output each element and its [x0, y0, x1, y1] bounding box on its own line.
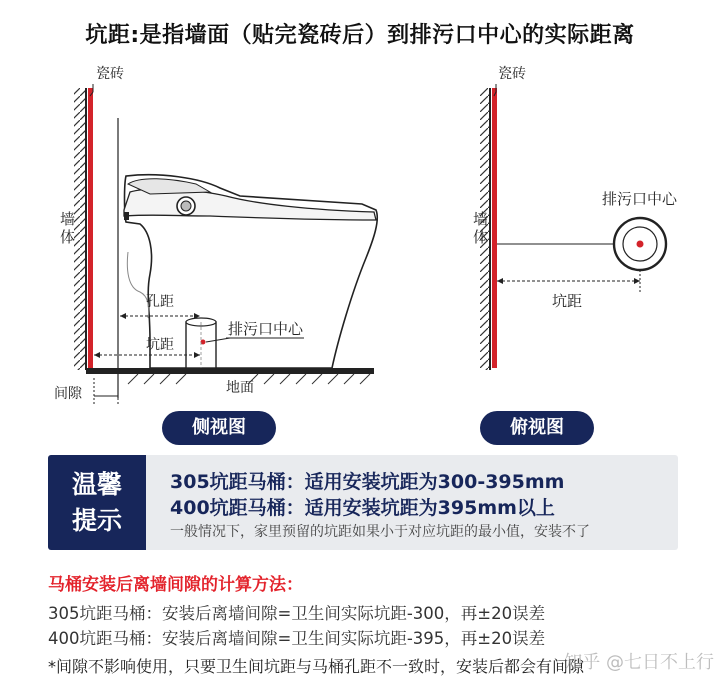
side-pit-distance-label: 坑距: [146, 337, 174, 353]
side-floor: [86, 368, 374, 374]
top-view-caption: 俯视图: [480, 411, 594, 445]
side-wall-label-1: 墙: [60, 210, 76, 228]
top-pit-arrow-left: [497, 278, 503, 284]
side-wall-label-2: 体: [60, 228, 76, 246]
hole-distance-arrow-left: [120, 313, 126, 319]
top-pit-distance-label: 坑距: [552, 292, 583, 310]
tip-tag-line-2: 提示: [71, 505, 122, 535]
side-view-caption: 侧视图: [162, 411, 276, 445]
side-floor-label: 地面: [226, 380, 254, 396]
toilet-knob-inner: [181, 201, 191, 211]
toilet-port: [124, 212, 129, 220]
side-tile: [88, 88, 93, 368]
watermark: 知乎 @七日不上行: [564, 652, 714, 673]
top-pit-arrow-right: [634, 278, 640, 284]
tip-tag-line-1: 温馨: [71, 469, 122, 499]
top-drain-center: [637, 241, 644, 248]
side-view: [54, 66, 377, 404]
top-wall-label-1: 墙: [473, 210, 489, 228]
side-tile-label: 瓷砖: [96, 66, 124, 82]
tip-note: 一般情况下，家里预留的坑距如果小于对应坑距的最小值，安装不了: [170, 524, 590, 540]
page-title: 坑距:是指墙面（贴完瓷砖后）到排污口中心的实际距离: [85, 23, 635, 48]
tip-tag: [48, 455, 146, 550]
side-wall-hatch: [74, 88, 86, 370]
top-tile-label: 瓷砖: [498, 66, 526, 82]
hole-distance-label: 孔距: [146, 294, 174, 310]
side-outlet-label: 排污口中心: [228, 320, 304, 338]
method-line-305: 305坑距马桶：安装后离墙间隙=卫生间实际坑距-300，再±20误差: [48, 604, 546, 623]
method-line-400: 400坑距马桶：安装后离墙间隙=卫生间实际坑距-395，再±20误差: [48, 629, 546, 648]
top-tile: [492, 88, 497, 368]
tip-line-305: 305坑距马桶：适用安装坑距为300-395mm: [170, 471, 565, 493]
footnote: *间隙不影响使用，只要卫生间坑距与马桶孔距不一致时，安装后都会有间隙: [48, 657, 585, 676]
top-outlet-label: 排污口中心: [602, 190, 678, 208]
side-pit-arrow-left: [94, 352, 100, 358]
method-title: 马桶安装后离墙间隙的计算方法：: [48, 575, 303, 595]
top-wall-label-2: 体: [473, 228, 489, 246]
tip-line-400: 400坑距马桶：适用安装坑距为395mm以上: [170, 497, 555, 519]
top-view: [473, 66, 678, 370]
gap-label: 间隙: [54, 386, 82, 402]
